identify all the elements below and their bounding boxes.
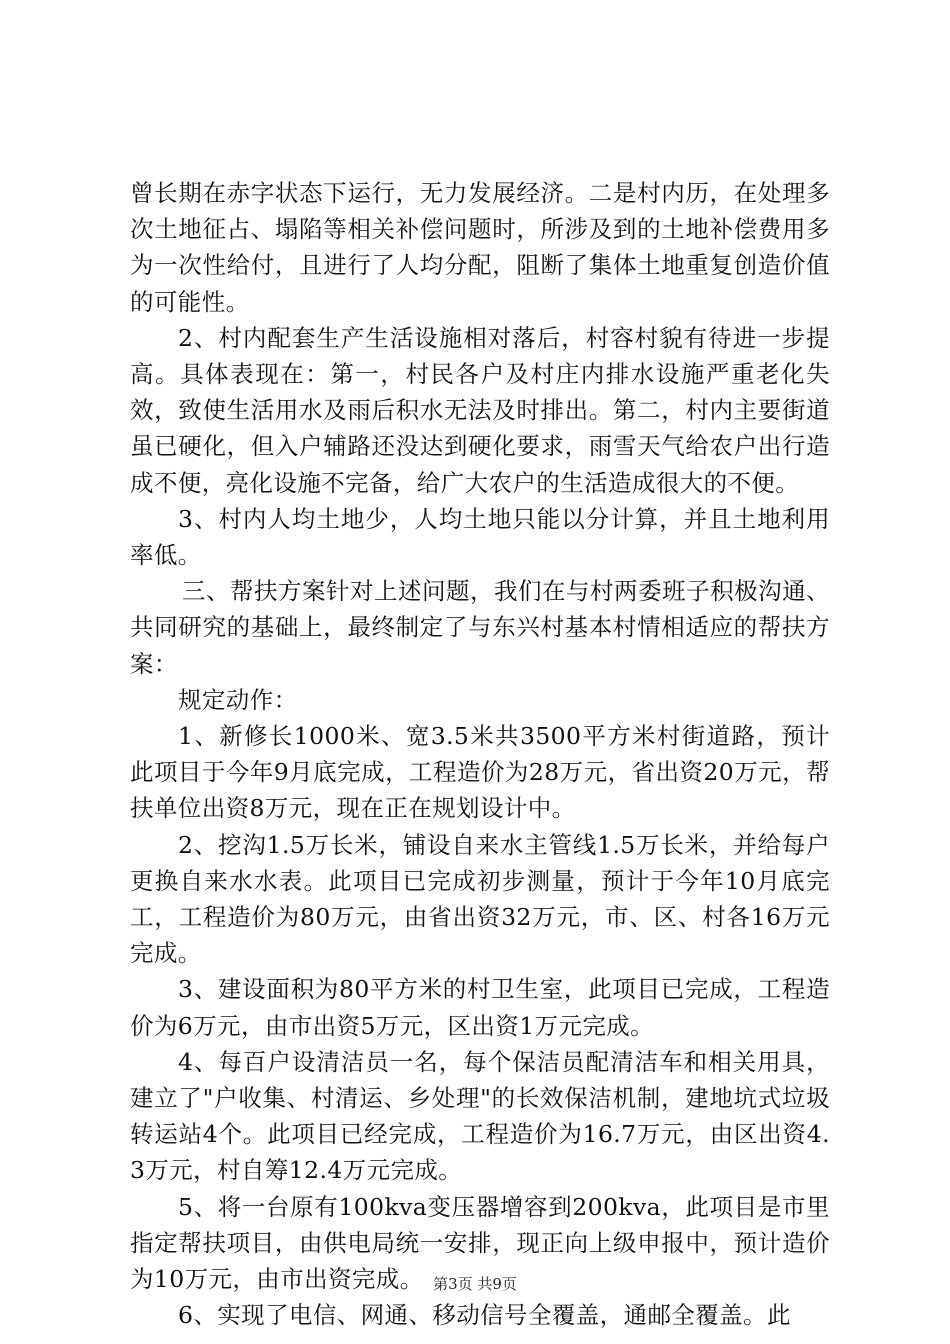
- paragraph-action-4: 4、每百户设清洁员一名，每个保洁员配清洁车和相关用具，建立了"户收集、村清运、乡处理"的长效保洁机制，建地坑式垃圾转运站4个。此项目已经完成，工程造价为16.7万元，由区出资4.3万元，村自筹12.4万元完成。: [130, 1047, 830, 1185]
- paragraph-action-3: 3、建设面积为80平方米的村卫生室，此项目已完成，工程造价为6万元，由市出资5万元，区出资1万元完成。: [130, 975, 830, 1040]
- paragraph-item-2: 2、村内配套生产生活设施相对落后，村容村貌有待进一步提高。具体表现在：第一，村民各户及村庄内排水设施严重老化失效，致使生活用水及雨后积水无法及时排出。第二，村内主要街道虽已硬化，但入户辅路还没达到硬化要求，雨雪天气给农户出行造成不便，亮化设施不完备，给广大农户的生活造成很大的不便。: [130, 323, 830, 497]
- document-body: [130, 175, 830, 1334]
- paragraph-item-3: 3、村内人均土地少，人均土地只能以分计算，并且土地利用率低。: [130, 504, 830, 570]
- paragraph-action-6: 6、实现了电信、网通、移动信号全覆盖，通邮全覆盖。此: [178, 1301, 791, 1330]
- page-number-footer: 第3页 共9页: [433, 1275, 517, 1293]
- paragraph-action-5: 5、将一台原有100kva变压器增容到200kva，此项目是市里指定帮扶项目，由供电局统一安排，现正向上级申报中，预计造价为10万元，由市出资完成。: [130, 1192, 830, 1294]
- paragraph-continuation: 曾长期在赤字状态下运行，无力发展经济。二是村内历，在处理多次土地征占、塌陷等相关补偿问题时，所涉及到的土地补偿费用多为一次性给付，且进行了人均分配，阻断了集体土地重复创造价值的可能性。: [130, 179, 830, 316]
- paragraph-action-1: 1、新修长1000米、宽3.5米共3500平方米村街道路，预计此项目于今年9月底完成，工程造价为28万元，省出资20万元，帮扶单位出资8万元，现在正在规划设计中。: [130, 722, 830, 823]
- paragraph-action-2: 2、挖沟1.5万长米，铺设自来水主管线1.5万长米，并给每户更换自来水水表。此项目已完成初步测量，预计于今年10月底完工，工程造价为80万元，由省出资32万元，市、区、村各16万元完成。: [130, 830, 830, 968]
- paragraph-required-actions: 规定动作：: [178, 685, 298, 714]
- paragraph-section-three: 三、帮扶方案针对上述问题，我们在与村两委班子积极沟通、共同研究的基础上，最终制定了与东兴村基本村情相适应的帮扶方案：: [130, 577, 830, 678]
